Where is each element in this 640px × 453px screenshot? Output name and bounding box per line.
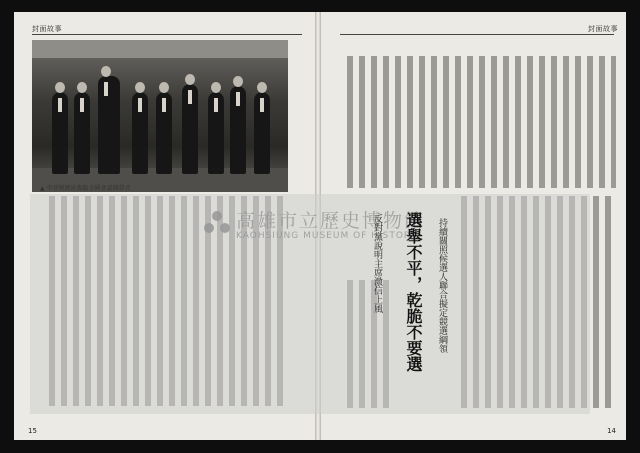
person-figure bbox=[254, 92, 270, 174]
left-page-number: 15 bbox=[28, 427, 37, 435]
watermark-subtitle: KAOHSIUNG MUSEUM OF HISTORY bbox=[236, 231, 418, 241]
article-subheadline: 反對黨說明主席激信上風 bbox=[372, 214, 382, 313]
person-figure bbox=[208, 92, 224, 174]
article-headline: 選舉不平，乾脆不要選 bbox=[404, 212, 423, 372]
person-figure bbox=[156, 92, 172, 174]
photo-caption: ▲ 李登輝總統親臨全國會議開幕式 bbox=[40, 185, 131, 192]
left-section-tag: 封面故事 bbox=[32, 25, 62, 33]
right-body-text-top bbox=[344, 56, 616, 188]
person-figure bbox=[74, 92, 90, 174]
watermark-title: 高雄市立歷史博物館 bbox=[236, 210, 426, 232]
right-page-number: 14 bbox=[607, 427, 616, 435]
left-header-rule bbox=[32, 34, 302, 35]
person-figure bbox=[132, 92, 148, 174]
person-figure bbox=[230, 86, 246, 174]
museum-logo-icon bbox=[202, 208, 232, 238]
side-heading: 持續關照候選人聯合擬定競選綱領 bbox=[437, 218, 447, 353]
person-figure bbox=[98, 76, 120, 174]
cover-photo bbox=[32, 40, 288, 192]
photo-backdrop bbox=[32, 40, 288, 58]
person-figure bbox=[182, 84, 198, 174]
person-figure bbox=[52, 92, 68, 174]
right-header-rule bbox=[340, 34, 614, 35]
right-section-tag: 封面故事 bbox=[588, 25, 618, 33]
